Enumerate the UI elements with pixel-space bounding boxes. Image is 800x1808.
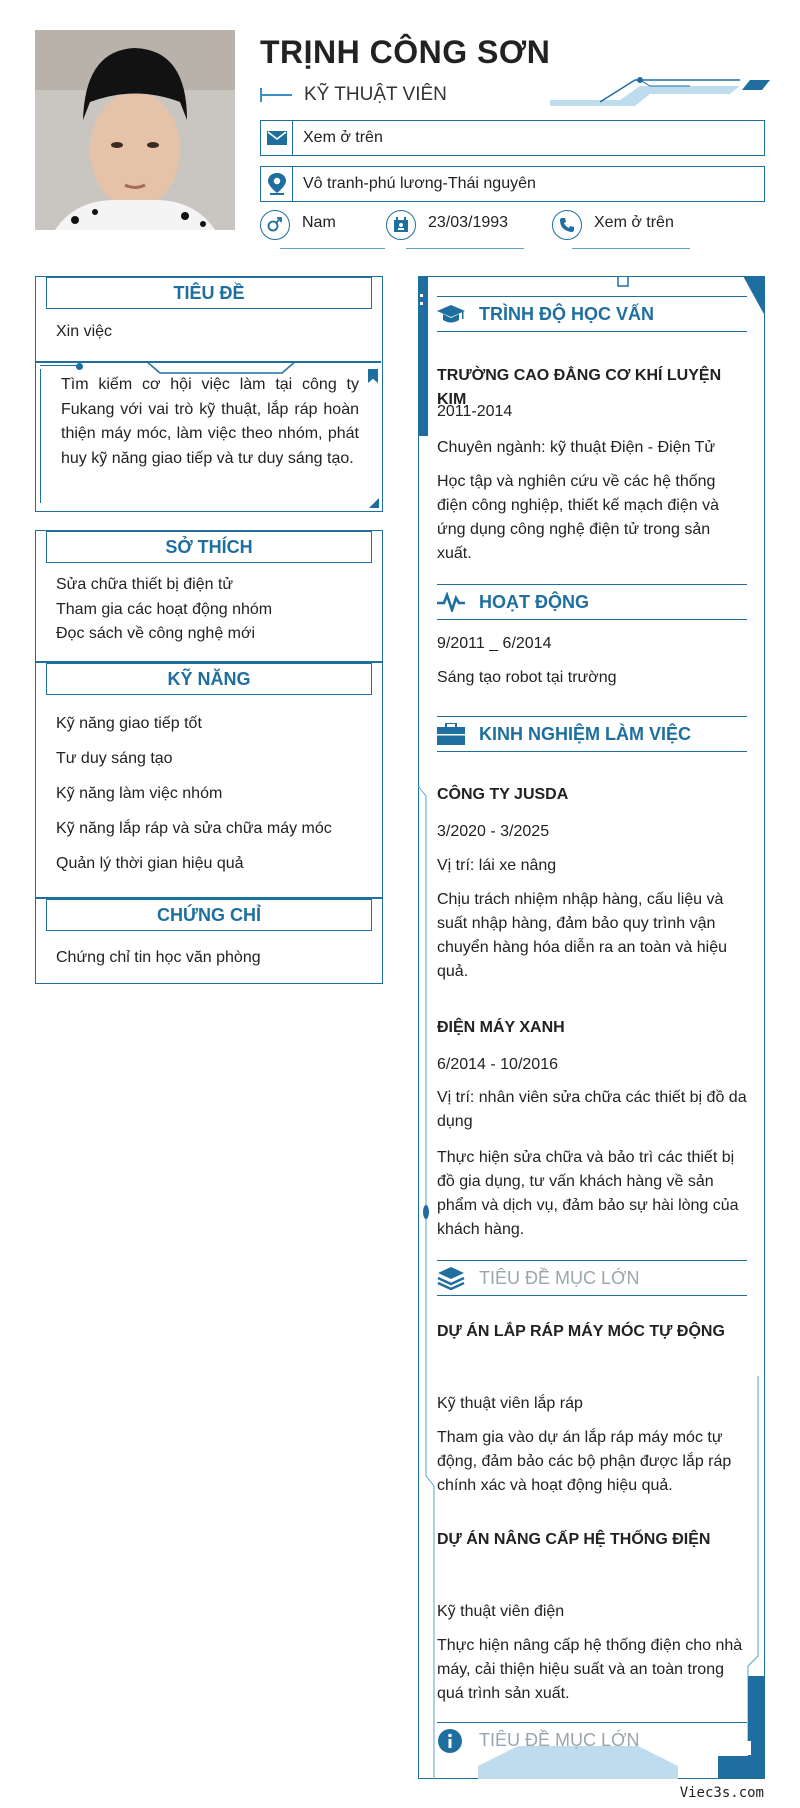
job-desc: Thực hiện sửa chữa và bảo trì các thiết bị đồ gia dụng, tư vấn khách hàng về sản phẩm và dịch vụ, đảm bảo sự hài lòng của khách hàng. bbox=[437, 1149, 739, 1238]
objective-title: TIÊU ĐỀ bbox=[46, 277, 372, 309]
header-decoration bbox=[540, 72, 770, 112]
job-title-divider bbox=[260, 94, 292, 96]
info-header bbox=[437, 1722, 747, 1758]
gender-item bbox=[260, 210, 336, 250]
project-desc: Tham gia vào dự án lắp ráp máy móc tự động, đảm bảo các bộ phận được lắp ráp chính xác và hoạt động hiệu quả. bbox=[437, 1429, 732, 1494]
certificate-item: Chứng chỉ tin học văn phòng bbox=[56, 949, 261, 966]
projects-header bbox=[437, 1260, 747, 1296]
hobbies-title: SỞ THÍCH bbox=[46, 531, 372, 563]
hobby-item: Sửa chữa thiết bị điện tử bbox=[56, 576, 234, 593]
skills-title: KỸ NĂNG bbox=[46, 663, 372, 695]
calendar-icon bbox=[386, 210, 416, 240]
experience-header bbox=[437, 716, 747, 752]
job-position: Vị trí: lái xe nâng bbox=[437, 857, 557, 874]
education-desc: Học tập và nghiên cứu về các hệ thống điện công nghiệp, thiết kế mạch điện và ứng dụng công nghệ điện tử trong sản xuất. bbox=[437, 473, 719, 562]
email-value[interactable]: Xem ở trên bbox=[303, 129, 383, 146]
skill-item: Kỹ năng làm việc nhóm bbox=[56, 785, 223, 802]
job-desc: Chịu trách nhiệm nhập hàng, cấu liệu và suất nhập hàng, đảm bảo quy trình vận chuyển hàng hóa diễn ra an toàn và hiệu quả. bbox=[437, 891, 728, 980]
activities-title: HOẠT ĐỘNG bbox=[479, 591, 589, 612]
job-period: 6/2014 - 10/2016 bbox=[437, 1056, 558, 1073]
job-company: CÔNG TY JUSDA bbox=[437, 786, 569, 803]
objective-corner bbox=[40, 365, 80, 371]
job-period: 3/2020 - 3/2025 bbox=[437, 823, 550, 840]
project-name: DỰ ÁN LẮP RÁP MÁY MÓC TỰ ĐỘNG bbox=[437, 1323, 725, 1340]
briefcase-icon bbox=[437, 723, 471, 745]
phone-value[interactable]: Xem ở trên bbox=[594, 214, 674, 231]
education-period: 2011-2014 bbox=[437, 403, 513, 420]
education-major: Chuyên ngành: kỹ thuật Điện - Điện Tử bbox=[437, 439, 716, 456]
objective-bookmark bbox=[368, 369, 378, 383]
education-title: TRÌNH ĐỘ HỌC VẤN bbox=[479, 303, 654, 324]
project-role: Kỹ thuật viên lắp ráp bbox=[437, 1395, 583, 1412]
objective-corner-triangle bbox=[369, 498, 379, 508]
phone-icon bbox=[552, 210, 582, 240]
job-company: ĐIỆN MÁY XANH bbox=[437, 1019, 565, 1036]
skill-item: Kỹ năng lắp ráp và sửa chữa máy móc bbox=[56, 820, 332, 837]
project-desc: Thực hiện nâng cấp hệ thống điện cho nhà máy, cải thiện hiệu suất và an toàn trong quá trình sản xuất. bbox=[437, 1637, 743, 1702]
objective-dot bbox=[76, 363, 83, 370]
phone-underline bbox=[572, 248, 690, 249]
objective-text: Tìm kiếm cơ hội việc làm tại công ty Fukang với vai trò kỹ thuật, lắp ráp hoàn thiện máy móc, làm việc theo nhóm, phát huy kỹ năng giao tiếp và tư duy sáng tạo. bbox=[61, 376, 359, 467]
skill-item: Tư duy sáng tạo bbox=[56, 750, 173, 767]
phone-item bbox=[552, 210, 674, 250]
info-icon bbox=[437, 1728, 471, 1754]
address-value: Vô tranh-phú lương-Thái nguyên bbox=[303, 175, 536, 192]
project-role: Kỹ thuật viên điện bbox=[437, 1603, 565, 1620]
gender-underline bbox=[280, 248, 385, 249]
objective-box bbox=[35, 276, 383, 512]
activities-header bbox=[437, 584, 747, 620]
activity-pulse-icon bbox=[437, 592, 471, 612]
education-header bbox=[437, 296, 747, 332]
layers-icon bbox=[437, 1266, 471, 1290]
job-title-row bbox=[260, 80, 447, 110]
location-pin-icon bbox=[261, 167, 293, 201]
project-name: DỰ ÁN NÂNG CẤP HỆ THỐNG ĐIỆN bbox=[437, 1531, 711, 1548]
birthdate-underline bbox=[406, 248, 524, 249]
info-title: TIÊU ĐỀ MỤC LỚN bbox=[479, 1730, 640, 1750]
experience-title: KINH NGHIỆM LÀM VIỆC bbox=[479, 723, 692, 744]
school-name: TRƯỜNG CAO ĐẲNG CƠ KHÍ LUYỆN KIM bbox=[437, 367, 722, 408]
job-position: Vị trí: nhân viên sửa chữa các thiết bị đồ da dụng bbox=[437, 1089, 747, 1130]
birthdate-item bbox=[386, 210, 508, 250]
skill-item: Quản lý thời gian hiệu quả bbox=[56, 855, 244, 872]
certificates-title: CHỨNG CHỈ bbox=[46, 899, 372, 931]
activity-desc: Sáng tạo robot tại trường bbox=[437, 669, 617, 686]
activity-period: 9/2011 _ 6/2014 bbox=[437, 635, 552, 652]
hobbies-box bbox=[35, 530, 383, 662]
graduation-cap-icon bbox=[437, 303, 471, 325]
objective-side-line bbox=[40, 369, 44, 503]
mail-icon bbox=[261, 121, 293, 155]
hobby-item: Đọc sách về công nghệ mới bbox=[56, 625, 256, 642]
job-title: KỸ THUẬT VIÊN bbox=[304, 84, 447, 105]
email-row bbox=[260, 120, 765, 156]
certificates-box bbox=[35, 898, 383, 984]
gender-icon bbox=[260, 210, 290, 240]
address-row bbox=[260, 166, 765, 202]
hobby-item: Tham gia các hoạt động nhóm bbox=[56, 600, 273, 618]
projects-title: TIÊU ĐỀ MỤC LỚN bbox=[479, 1267, 640, 1288]
objective-subtitle: Xin việc bbox=[56, 323, 113, 340]
skills-box bbox=[35, 662, 383, 898]
birthdate-value: 23/03/1993 bbox=[428, 214, 509, 231]
watermark-footer: Viec3s.com bbox=[679, 1785, 764, 1801]
candidate-name: TRỊNH CÔNG SƠN bbox=[260, 34, 551, 70]
skill-item: Kỹ năng giao tiếp tốt bbox=[56, 715, 202, 732]
profile-photo bbox=[35, 30, 235, 230]
gender-value: Nam bbox=[302, 214, 336, 231]
